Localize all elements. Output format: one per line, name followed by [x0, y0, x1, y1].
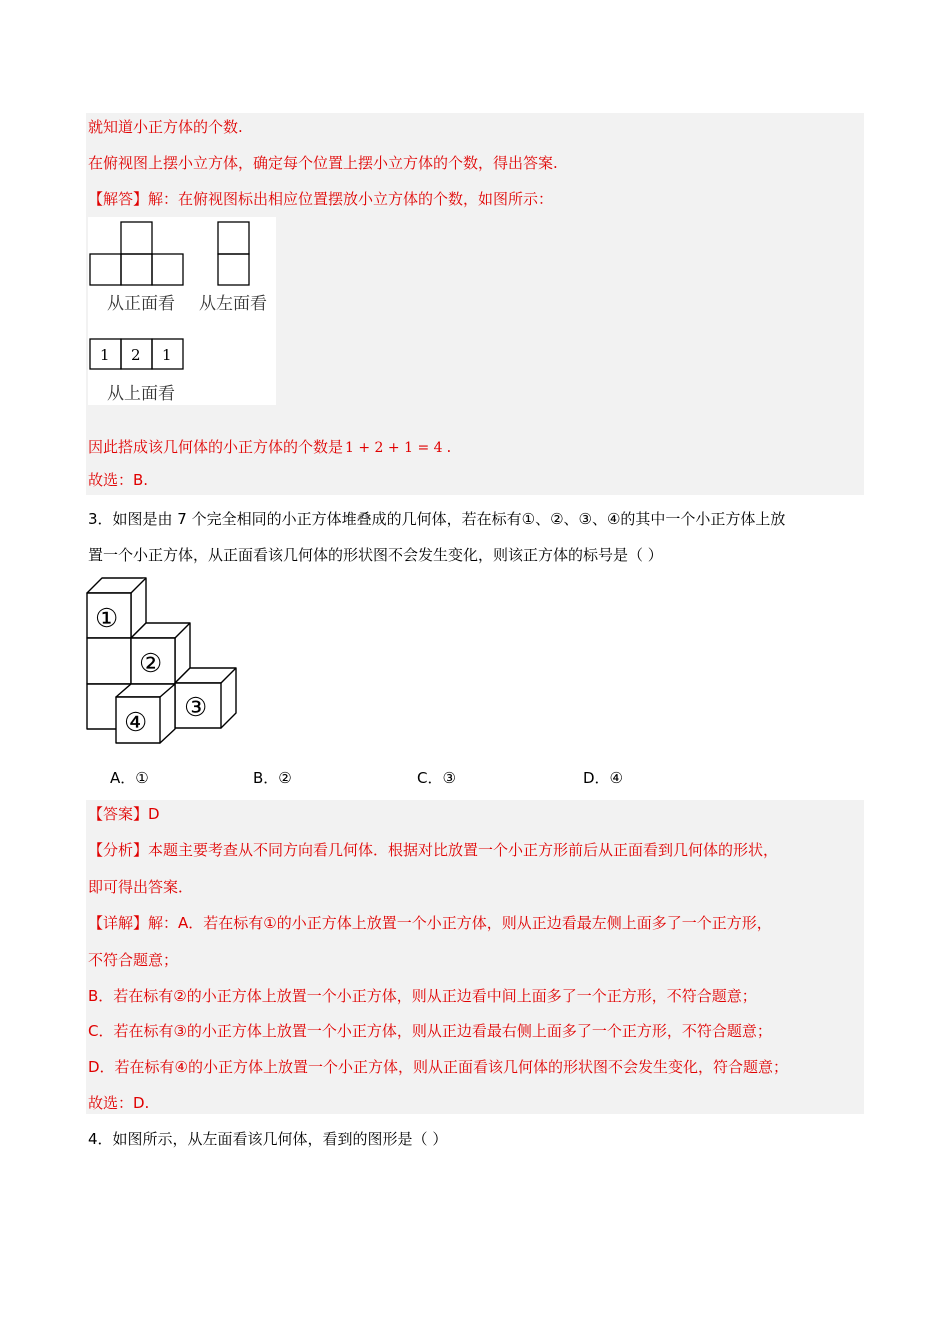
left-view-label: 从左面看	[199, 294, 267, 314]
solution-conclusion	[88, 437, 451, 458]
solution-analysis: 即可得出答案．	[88, 878, 194, 896]
question-3-line: 置一个小正方体，从正面看该几何体的形状图不会发生变化，则该正方体的标号是（ ）	[88, 546, 663, 564]
option-c[interactable]: C．③	[417, 769, 456, 787]
solution-answer-heading: 【解答】解：在俯视图标出相应位置摆放小立方体的个数，如图所示：	[88, 190, 554, 208]
solution-choice: 故选：B.	[88, 471, 149, 489]
three-views-figure	[88, 217, 276, 405]
cube-label-2: ②	[139, 649, 163, 679]
solution-detail: 【详解】解：A．若在标有①的小正方体上放置一个小正方体，则从正边看最左侧上面多了一个正方形，	[88, 914, 772, 932]
top-view-number: 1	[100, 346, 110, 364]
solution-text-line: 在俯视图上摆小立方体，确定每个位置上摆小立方体的个数，得出答案.	[88, 154, 558, 172]
option-b[interactable]: B．②	[253, 769, 292, 787]
cube-stack-figure	[86, 577, 238, 745]
cube-face	[87, 638, 131, 684]
conclusion-text: 因此搭成该几何体的小正方体的个数是	[88, 438, 344, 456]
top-view-number: 1	[162, 346, 172, 364]
solution-text-line: 就知道小正方体的个数.	[88, 118, 243, 136]
solution-answer: 【答案】D	[88, 805, 160, 823]
front-view-label: 从正面看	[107, 294, 175, 314]
solution-detail: D．若在标有④的小正方体上放置一个小正方体，则从正面看该几何体的形状图不会发生变化，符合题意；	[88, 1058, 789, 1076]
conclusion-end: .	[446, 438, 452, 456]
option-a[interactable]: A．①	[110, 769, 149, 787]
solution-detail: C．若在标有③的小正方体上放置一个小正方体，则从正边看最右侧上面多了一个正方形，不符合题意；	[88, 1022, 772, 1040]
solution-detail: B．若在标有②的小正方体上放置一个小正方体，则从正边看中间上面多了一个正方形，不符合题意；	[88, 987, 757, 1005]
top-view-label: 从上面看	[107, 384, 175, 404]
solution-choice: 故选：D.	[88, 1094, 150, 1112]
cube-label-1: ①	[95, 604, 119, 634]
cube-label-4: ④	[124, 708, 148, 738]
cube-label-3: ③	[184, 693, 208, 723]
question-4-line: 4．如图所示，从左面看该几何体，看到的图形是（ ）	[88, 1130, 448, 1148]
solution-analysis: 【分析】本题主要考查从不同方向看几何体．根据对比放置一个小正方形前后从正面看到几何体的形状，	[88, 841, 779, 859]
option-d[interactable]: D．④	[583, 769, 623, 787]
question-3-line: 3．如图是由 7 个完全相同的小正方体堆叠成的几何体，若在标有①、②、③、④的其中一个小正方体上放	[88, 510, 786, 528]
top-view-number: 2	[131, 346, 141, 364]
solution-detail: 不符合题意；	[88, 951, 179, 969]
conclusion-formula: 1 + 2 + 1 = 4	[345, 440, 443, 456]
